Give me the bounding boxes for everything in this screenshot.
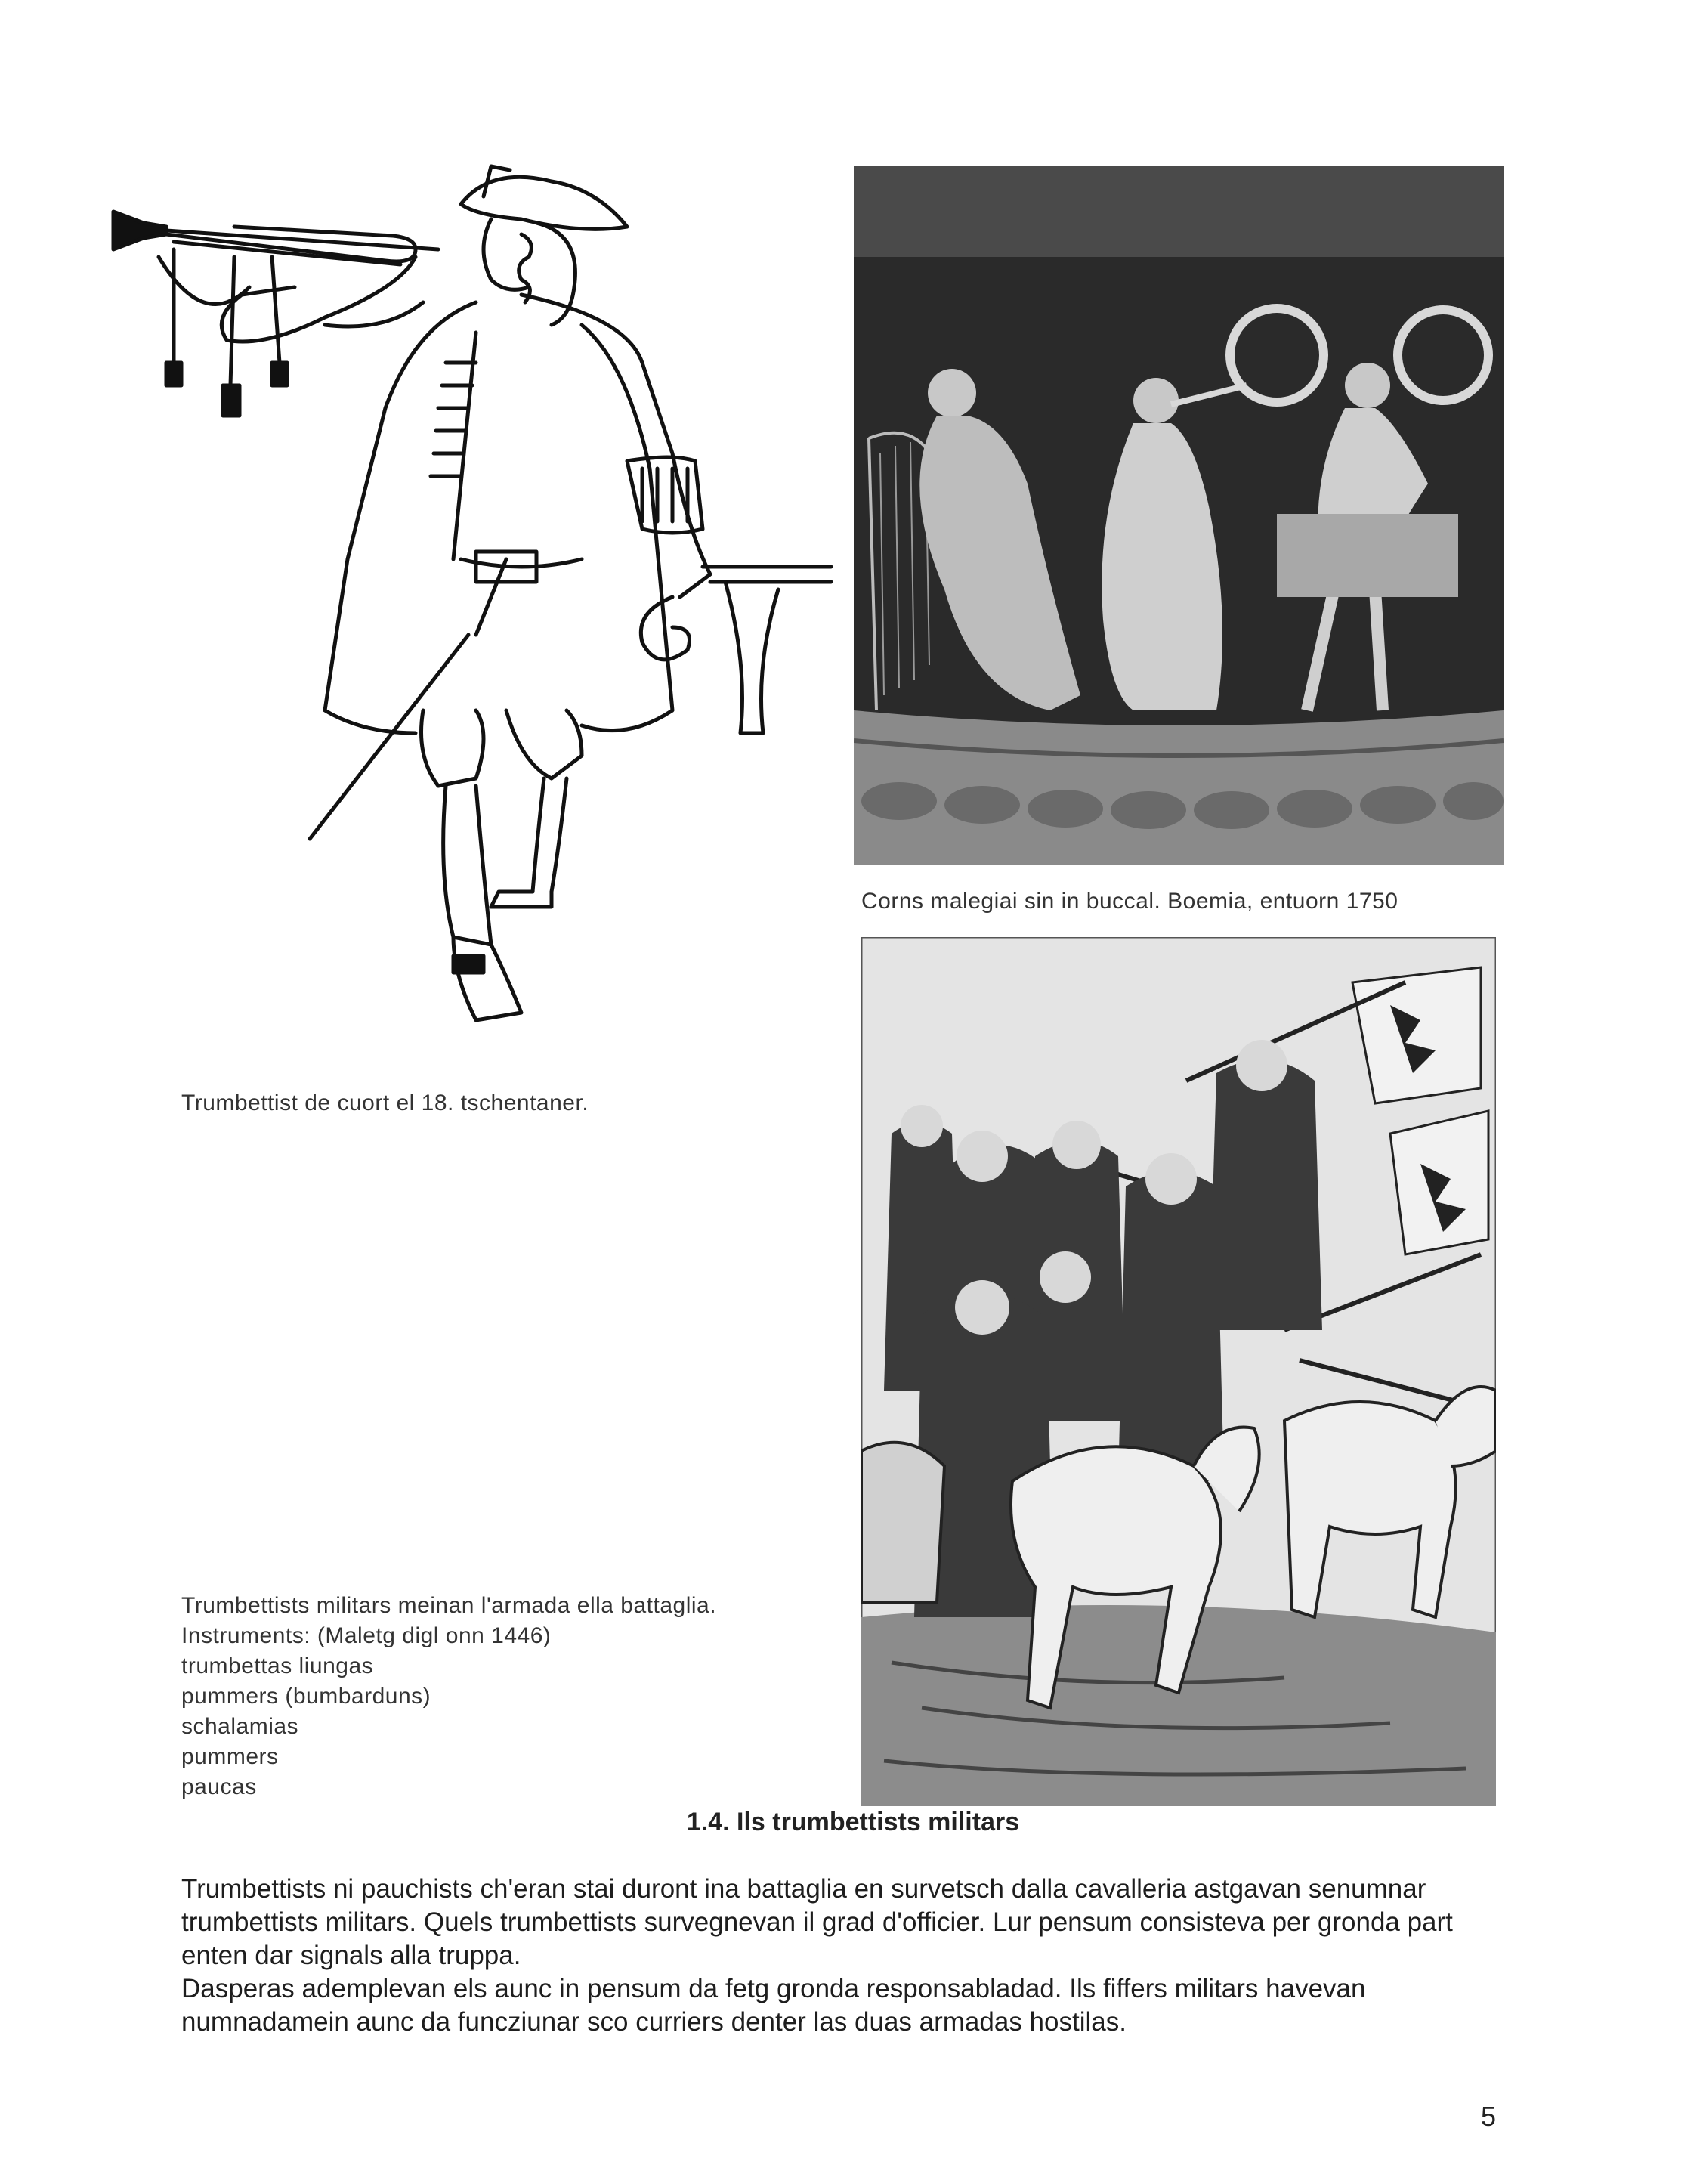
caption-line: schalamias bbox=[181, 1714, 299, 1739]
hunting-horns-caption: Corns malegiai sin in buccal. Boemia, entuorn 1750 bbox=[861, 889, 1398, 914]
caption-line: Trumbettists militars meinan l'armada ella battaglia. bbox=[181, 1593, 717, 1618]
page-number: 5 bbox=[1481, 2101, 1497, 2132]
body-paragraph: Dasperas ademplevan els aunc in pensum da fetg gronda responsabladad. Ils fiffers militars havevan numnadamein aunc da funcziunar sco curriers denter las duas armadas hostilas. bbox=[181, 1974, 1366, 2037]
section-heading: 1.4. Ils trumbettists militars bbox=[686, 1808, 1020, 1836]
military-trumpeters-woodcut bbox=[861, 937, 1496, 1806]
caption-line: pummers (bumbarduns) bbox=[181, 1684, 431, 1709]
hunting-horns-photo bbox=[854, 166, 1504, 865]
caption-line: pummers bbox=[181, 1744, 279, 1769]
courtly-trumpeter-caption: Trumbettist de cuort el 18. tschentaner. bbox=[181, 1090, 589, 1115]
caption-line: paucas bbox=[181, 1774, 257, 1799]
courtly-trumpeter-illustration bbox=[98, 136, 839, 1066]
section-body bbox=[181, 1873, 1526, 2039]
caption-line: Instruments: (Maletg digl onn 1446) bbox=[181, 1623, 552, 1648]
body-paragraph: Trumbettists ni pauchists ch'eran stai duront ina battaglia en survetsch dalla cavalleria astgavan senumnar trumbettists militars. Quels trumbettists survegnevan il grad d'officier. Lur pensum consisteva per gronda part enten dar signals alla truppa. bbox=[181, 1874, 1453, 1970]
military-trumpeters-caption bbox=[181, 1591, 716, 1802]
caption-line: trumbettas liungas bbox=[181, 1653, 374, 1678]
